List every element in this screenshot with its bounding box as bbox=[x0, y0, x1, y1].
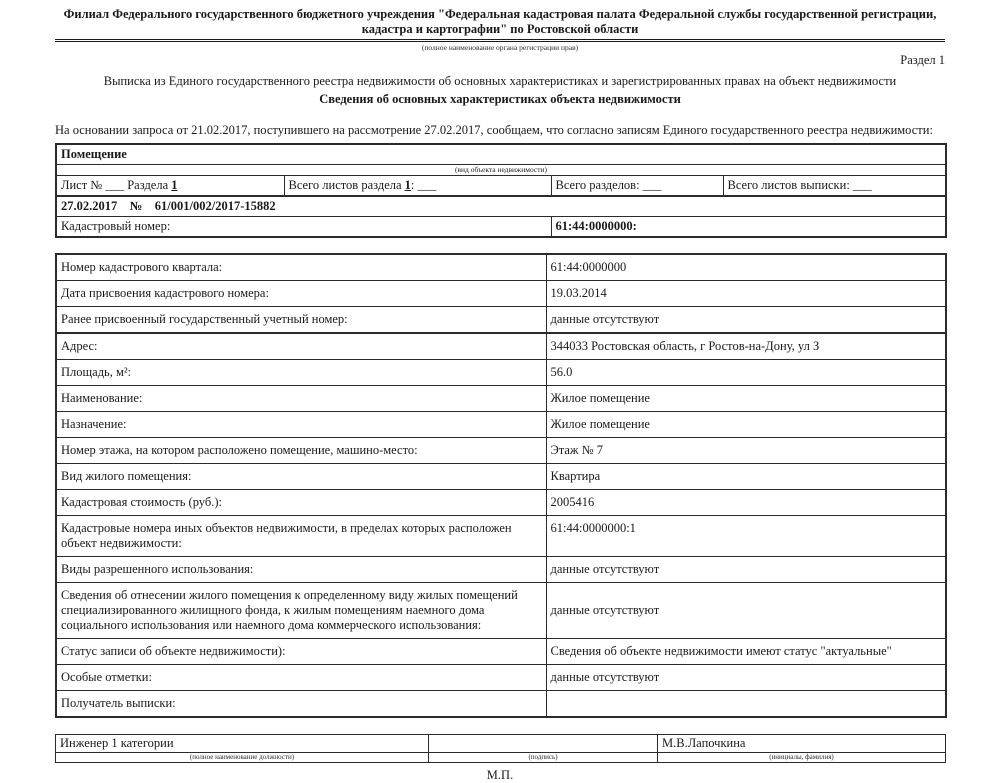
table-row bbox=[56, 385, 946, 411]
signature-cell bbox=[429, 735, 658, 753]
sheet-value: 1 bbox=[171, 177, 178, 192]
table-row bbox=[56, 489, 946, 515]
cadastral-number-value: 61:44:0000000: bbox=[551, 216, 946, 237]
extract-title: Выписка из Единого государственного реестра недвижимости об основных характеристиках и зарегистрированных правах на объект недвижимости bbox=[103, 73, 897, 88]
header-rule bbox=[55, 39, 945, 42]
row-value: данные отсутствуют bbox=[546, 556, 946, 582]
table-row bbox=[56, 556, 946, 582]
row-value: 61:44:0000000:1 bbox=[546, 515, 946, 556]
sheets-row bbox=[56, 175, 946, 196]
sheet-prefix: Лист № ___ Раздела bbox=[61, 177, 172, 192]
object-type-row bbox=[56, 144, 946, 165]
row-label: Виды разрешенного использования: bbox=[56, 556, 546, 582]
table-row bbox=[56, 411, 946, 437]
signature-values-row bbox=[56, 735, 946, 753]
table-row bbox=[56, 515, 946, 556]
table-row bbox=[56, 463, 946, 489]
row-label: Кадастровая стоимость (руб.): bbox=[56, 489, 546, 515]
stamp-placeholder: М.П. bbox=[486, 768, 514, 783]
row-label: Номер кадастрового квартала: bbox=[56, 254, 546, 281]
org-caption: (полное наименование органа регистрации прав) bbox=[421, 42, 579, 52]
table-row bbox=[56, 306, 946, 333]
request-line: На основании запроса от 21.02.2017, поступившего на рассмотрение 27.02.2017, сообщаем, что согласно записям Единого государственного реестра недвижимости: bbox=[55, 122, 933, 137]
row-value: 2005416 bbox=[546, 489, 946, 515]
row-label: Наименование: bbox=[56, 385, 546, 411]
row-label: Вид жилого помещения: bbox=[56, 463, 546, 489]
row-label: Получатель выписки: bbox=[56, 690, 546, 717]
cadastral-number-label: Кадастровый номер: bbox=[56, 216, 551, 237]
date-number-row bbox=[56, 196, 946, 217]
object-type-caption: (вид объекта недвижимости) bbox=[56, 164, 946, 175]
date-number: 27.02.2017 № 61/001/002/2017-15882 bbox=[56, 196, 946, 217]
position-cell: Инженер 1 категории bbox=[56, 735, 429, 753]
extract-subtitle: Сведения об основных характеристиках объекта недвижимости bbox=[319, 91, 681, 106]
row-value bbox=[546, 690, 946, 717]
table-row bbox=[56, 664, 946, 690]
details-table bbox=[55, 253, 947, 719]
cadastral-number-row bbox=[56, 216, 946, 237]
row-label: Номер этажа, на котором расположено помещение, машино-место: bbox=[56, 437, 546, 463]
row-value: Квартира bbox=[546, 463, 946, 489]
row-label: Статус записи об объекте недвижимости): bbox=[56, 638, 546, 664]
row-label: Адрес: bbox=[56, 333, 546, 360]
sheets-total-value: 1 bbox=[404, 177, 411, 192]
row-label: Ранее присвоенный государственный учетный номер: bbox=[56, 306, 546, 333]
row-label: Назначение: bbox=[56, 411, 546, 437]
table-row bbox=[56, 254, 946, 281]
table-row bbox=[56, 280, 946, 306]
signature-table bbox=[55, 734, 946, 763]
extract-sheets-cell: Всего листов выписки: ___ bbox=[723, 175, 946, 196]
name-caption: (инициалы, фамилия) bbox=[658, 753, 946, 763]
object-type: Помещение bbox=[56, 144, 946, 165]
sheets-total-cell bbox=[284, 175, 551, 196]
row-value: 56.0 bbox=[546, 359, 946, 385]
table-row bbox=[56, 437, 946, 463]
row-value: данные отсутствуют bbox=[546, 582, 946, 638]
row-value: Этаж № 7 bbox=[546, 437, 946, 463]
table-row bbox=[56, 690, 946, 717]
row-value: Сведения об объекте недвижимости имеют статус "актуальные" bbox=[546, 638, 946, 664]
row-value: данные отсутствуют bbox=[546, 664, 946, 690]
position-caption: (полное наименование должности) bbox=[56, 753, 429, 763]
sheet-cell bbox=[56, 175, 284, 196]
table-row bbox=[56, 638, 946, 664]
row-value: 61:44:0000000 bbox=[546, 254, 946, 281]
row-label: Сведения об отнесении жилого помещения к определенному виду жилых помещений специализированного жилищного фонда, к жилым помещениям наемного дома социального использования или наемного дома коммерческого использования: bbox=[56, 582, 546, 638]
row-value: Жилое помещение bbox=[546, 385, 946, 411]
row-value: данные отсутствуют bbox=[546, 306, 946, 333]
section-label: Раздел 1 bbox=[900, 52, 945, 67]
row-label: Кадастровые номера иных объектов недвижимости, в пределах которых расположен объект недвижимости: bbox=[56, 515, 546, 556]
table-row bbox=[56, 582, 946, 638]
row-label: Дата присвоения кадастрового номера: bbox=[56, 280, 546, 306]
row-label: Площадь, м²: bbox=[56, 359, 546, 385]
table-row bbox=[56, 333, 946, 360]
object-table bbox=[55, 143, 947, 238]
row-value: 344033 Ростовская область, г Ростов-на-Дону, ул З bbox=[546, 333, 946, 360]
name-cell: М.В.Лапочкина bbox=[658, 735, 946, 753]
sheets-total-prefix: Всего листов раздела bbox=[288, 177, 405, 192]
row-value: Жилое помещение bbox=[546, 411, 946, 437]
row-label: Особые отметки: bbox=[56, 664, 546, 690]
row-value: 19.03.2014 bbox=[546, 280, 946, 306]
table-row bbox=[56, 359, 946, 385]
sections-total-cell: Всего разделов: ___ bbox=[551, 175, 723, 196]
signature-caption: (подпись) bbox=[429, 753, 658, 763]
org-name: Филиал Федерального государственного бюджетного учреждения "Федеральная кадастровая палата Федеральной службы государственной регистрации, кадастра и картографии" по Ростовской области bbox=[63, 7, 937, 37]
object-type-caption-row bbox=[56, 164, 946, 175]
signature-captions-row bbox=[56, 753, 946, 763]
sheets-total-suffix: : ___ bbox=[410, 177, 437, 192]
